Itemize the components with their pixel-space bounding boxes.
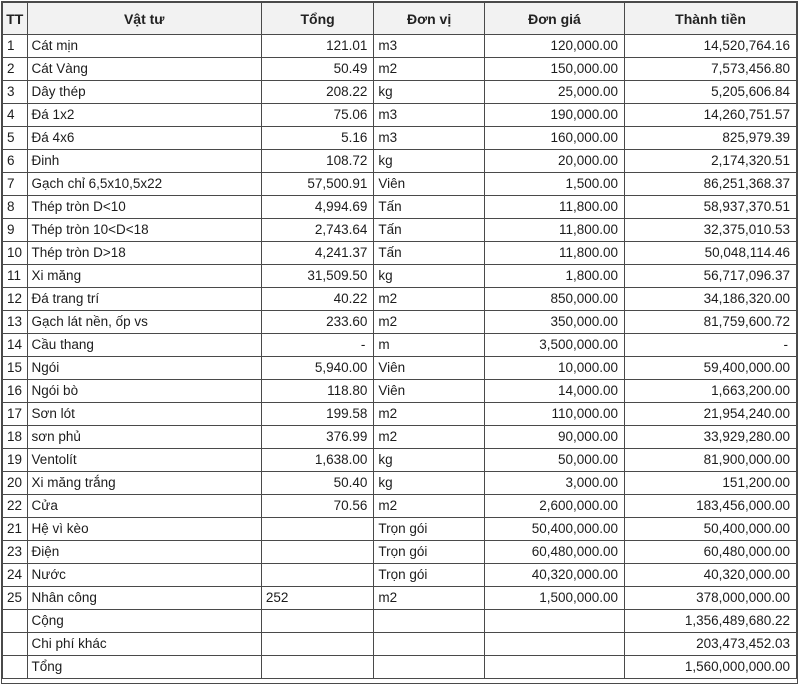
row-unit: kg [374,449,485,472]
row-total: 376.99 [261,426,374,449]
row-price: 150,000.00 [484,58,624,81]
row-price: 90,000.00 [484,426,624,449]
row-tt: 12 [3,288,28,311]
row-tt: 17 [3,403,28,426]
header-price: Đơn giá [484,3,624,35]
row-total: 1,638.00 [261,449,374,472]
row-price: 11,800.00 [484,242,624,265]
row-total: 50.49 [261,58,374,81]
row-unit: Trọn gói [374,518,485,541]
row-item: Gạch chỉ 6,5x10,5x22 [27,173,261,196]
table-row [3,380,797,403]
row-item: Hệ vì kèo [27,518,261,541]
row-item: Nhân công [27,587,261,610]
row-item: Thép tròn D<10 [27,196,261,219]
header-tt: TT [3,3,28,35]
row-total: 5,940.00 [261,357,374,380]
row-amount: 40,320,000.00 [625,564,797,587]
row-unit: Trọn gói [374,564,485,587]
row-tt: 6 [3,150,28,173]
row-amount: 5,205,606.84 [625,81,797,104]
row-tt: 3 [3,81,28,104]
row-amount: 14,520,764.16 [625,35,797,58]
header-total: Tổng [261,3,374,35]
table-row [3,311,797,334]
row-item: Nước [27,564,261,587]
row-amount: 59,400,000.00 [625,357,797,380]
summary-empty [374,656,485,679]
row-item: Đá 1x2 [27,104,261,127]
row-amount: 60,480,000.00 [625,541,797,564]
row-price: 50,000.00 [484,449,624,472]
row-price: 50,400,000.00 [484,518,624,541]
row-tt: 15 [3,357,28,380]
row-amount: 58,937,370.51 [625,196,797,219]
row-unit: m3 [374,127,485,150]
materials-cost-table-container [1,1,798,684]
row-unit: m [374,334,485,357]
row-tt: 21 [3,518,28,541]
row-price: 160,000.00 [484,127,624,150]
table-row [3,127,797,150]
row-unit: m3 [374,104,485,127]
row-unit: m2 [374,288,485,311]
row-price: 60,480,000.00 [484,541,624,564]
row-price: 120,000.00 [484,35,624,58]
row-tt: 13 [3,311,28,334]
row-price: 2,600,000.00 [484,495,624,518]
row-item: Thép tròn 10<D<18 [27,219,261,242]
row-item: Đá 4x6 [27,127,261,150]
row-tt: 2 [3,58,28,81]
row-amount: 7,573,456.80 [625,58,797,81]
row-item: Thép tròn D>18 [27,242,261,265]
row-item: Dây thép [27,81,261,104]
row-unit: m2 [374,58,485,81]
row-amount: 1,663,200.00 [625,380,797,403]
row-total: 40.22 [261,288,374,311]
row-total [261,564,374,587]
row-tt: 4 [3,104,28,127]
summary-empty [484,633,624,656]
table-row [3,334,797,357]
summary-amount: 1,356,489,680.22 [625,610,797,633]
row-item: Xi măng [27,265,261,288]
table-row [3,426,797,449]
row-amount: 2,174,320.51 [625,150,797,173]
row-total: 208.22 [261,81,374,104]
row-price: 11,800.00 [484,196,624,219]
table-row [3,403,797,426]
row-unit: kg [374,150,485,173]
row-price: 1,500.00 [484,173,624,196]
row-total [261,518,374,541]
table-row [3,357,797,380]
row-price: 350,000.00 [484,311,624,334]
row-unit: m2 [374,426,485,449]
table-row [3,288,797,311]
header-item: Vật tư [27,3,261,35]
row-unit: Tấn [374,242,485,265]
row-amount: 151,200.00 [625,472,797,495]
row-unit: Viên [374,173,485,196]
header-unit: Đơn vị [374,3,485,35]
row-total: 252 [261,587,374,610]
row-total: 5.16 [261,127,374,150]
row-unit: kg [374,472,485,495]
row-amount: 81,759,600.72 [625,311,797,334]
row-item: Cửa [27,495,261,518]
row-total: 233.60 [261,311,374,334]
summary-empty [3,610,28,633]
row-item: Cầu thang [27,334,261,357]
row-tt: 9 [3,219,28,242]
row-total: 121.01 [261,35,374,58]
row-item: Ventolít [27,449,261,472]
row-unit: m2 [374,403,485,426]
summary-empty [3,656,28,679]
row-tt: 10 [3,242,28,265]
table-row [3,495,797,518]
row-item: Ngói [27,357,261,380]
row-total: 108.72 [261,150,374,173]
row-unit: m2 [374,311,485,334]
materials-cost-table [2,2,797,679]
row-item: Xi măng trắng [27,472,261,495]
table-row [3,81,797,104]
summary-row [3,610,797,633]
summary-empty [3,633,28,656]
row-item: Sơn lót [27,403,261,426]
row-total: 31,509.50 [261,265,374,288]
row-unit: Trọn gói [374,541,485,564]
table-row [3,518,797,541]
header-row [3,3,797,35]
row-tt: 22 [3,495,28,518]
row-price: 14,000.00 [484,380,624,403]
row-price: 1,800.00 [484,265,624,288]
row-item: Gạch lát nền, ốp vs [27,311,261,334]
row-amount: 81,900,000.00 [625,449,797,472]
summary-amount: 203,473,452.03 [625,633,797,656]
summary-label: Cộng [27,610,261,633]
header-amount: Thành tiền [625,3,797,35]
summary-empty [261,656,374,679]
row-amount: 86,251,368.37 [625,173,797,196]
table-row [3,196,797,219]
row-item: Ngói bò [27,380,261,403]
table-row [3,219,797,242]
row-unit: kg [374,81,485,104]
table-row [3,541,797,564]
row-total: 4,241.37 [261,242,374,265]
row-amount: 183,456,000.00 [625,495,797,518]
row-amount: 33,929,280.00 [625,426,797,449]
row-tt: 8 [3,196,28,219]
row-tt: 19 [3,449,28,472]
row-unit: m2 [374,495,485,518]
row-total: 4,994.69 [261,196,374,219]
row-item: Điện [27,541,261,564]
row-price: 10,000.00 [484,357,624,380]
summary-empty [261,610,374,633]
summary-label: Tổng [27,656,261,679]
table-row [3,242,797,265]
row-tt: 25 [3,587,28,610]
row-price: 1,500,000.00 [484,587,624,610]
row-amount: - [625,334,797,357]
row-price: 40,320,000.00 [484,564,624,587]
row-total: 2,743.64 [261,219,374,242]
row-amount: 50,400,000.00 [625,518,797,541]
row-total: 57,500.91 [261,173,374,196]
row-tt: 14 [3,334,28,357]
row-price: 3,000.00 [484,472,624,495]
row-item: Đá trang trí [27,288,261,311]
row-price: 850,000.00 [484,288,624,311]
row-unit: kg [374,265,485,288]
row-unit: Tấn [374,219,485,242]
row-tt: 16 [3,380,28,403]
row-tt: 23 [3,541,28,564]
summary-label: Chi phí khác [27,633,261,656]
row-amount: 32,375,010.53 [625,219,797,242]
table-row [3,150,797,173]
summary-empty [374,633,485,656]
table-row [3,58,797,81]
table-row [3,472,797,495]
row-price: 20,000.00 [484,150,624,173]
row-tt: 5 [3,127,28,150]
table-row [3,173,797,196]
row-total [261,541,374,564]
row-unit: Viên [374,380,485,403]
row-amount: 14,260,751.57 [625,104,797,127]
row-amount: 825,979.39 [625,127,797,150]
row-price: 11,800.00 [484,219,624,242]
row-amount: 378,000,000.00 [625,587,797,610]
row-total: 70.56 [261,495,374,518]
row-tt: 18 [3,426,28,449]
row-tt: 11 [3,265,28,288]
row-tt: 20 [3,472,28,495]
row-amount: 34,186,320.00 [625,288,797,311]
row-price: 190,000.00 [484,104,624,127]
row-total: 118.80 [261,380,374,403]
row-item: sơn phủ [27,426,261,449]
row-total: 75.06 [261,104,374,127]
row-item: Đinh [27,150,261,173]
row-unit: Tấn [374,196,485,219]
table-row [3,104,797,127]
row-unit: m3 [374,35,485,58]
summary-empty [484,610,624,633]
table-row [3,35,797,58]
row-item: Cát mịn [27,35,261,58]
row-unit: Viên [374,357,485,380]
row-amount: 21,954,240.00 [625,403,797,426]
summary-empty [484,656,624,679]
row-total: 50.40 [261,472,374,495]
summary-amount: 1,560,000,000.00 [625,656,797,679]
row-tt: 7 [3,173,28,196]
row-amount: 56,717,096.37 [625,265,797,288]
row-unit: m2 [374,587,485,610]
row-total: - [261,334,374,357]
row-price: 110,000.00 [484,403,624,426]
table-row [3,587,797,610]
row-price: 25,000.00 [484,81,624,104]
row-tt: 1 [3,35,28,58]
row-item: Cát Vàng [27,58,261,81]
summary-row [3,656,797,679]
summary-empty [261,633,374,656]
table-row [3,449,797,472]
row-price: 3,500,000.00 [484,334,624,357]
summary-empty [374,610,485,633]
row-tt: 24 [3,564,28,587]
row-total: 199.58 [261,403,374,426]
table-body [3,35,797,679]
row-amount: 50,048,114.46 [625,242,797,265]
table-row [3,265,797,288]
summary-row [3,633,797,656]
table-row [3,564,797,587]
